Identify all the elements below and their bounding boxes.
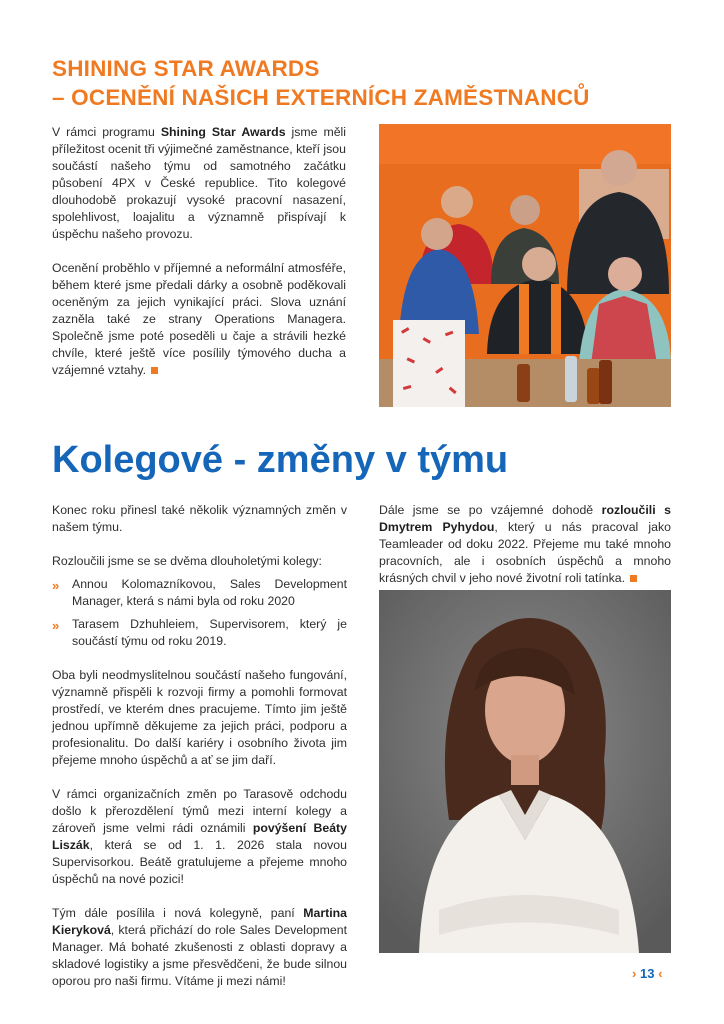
awards-text [52, 124, 346, 379]
team-changes-right-column [379, 502, 671, 587]
awards-paragraph-1: V rámci programu Shining Star Awards jsme měli příležitost ocenit tři výjimečné zaměstnance, kteří jsou součástí našeho týmu od samotného začátku působení 4PX v České republice. Tito kolegové dlouhodobě prokazují vysoké pracovní nasazení, spolehlivost, loajalitu a významně přispívají k úspěchu našeho provozu. [52, 125, 346, 241]
chevron-right-icon: » [52, 578, 60, 593]
farewell-highlight: rozloučili s Dmytrem Pyhydou [379, 503, 671, 534]
group-photo [379, 124, 671, 407]
team-changes-left-column [52, 502, 347, 990]
section-title-awards [52, 54, 692, 112]
list-item: » Annou Kolomazníkovou, Sales Development Manager, která s námi byla od roku 2020 [52, 577, 347, 608]
end-square [630, 575, 637, 582]
title-line-2: – OCENĚNÍ NAŠICH EXTERNÍCH ZAMĚSTNANCŮ [52, 85, 590, 110]
chevron-right-icon: » [52, 618, 60, 633]
awards-paragraph-2: Ocenění proběhlo v příjemné a neformální atmosféře, během které jsme předali dárky a osobně poděkovali oceněným za jejich vynikající práci. Slova uznání zazněla také ze strany Operations Managera. Společně jsme poté poseděli u čaje a strávili hezké chvíle, které ještě více posílily týmového ducha a vzájemné vztahy. [52, 261, 346, 377]
team-paragraph-right: Dále jsme se po vzájemné dohodě rozloučili s Dmytrem Pyhydou, který u nás pracoval jako Teamleader od doku 2022. Přejeme mu také mnoho pracovních, ale i osobních úspěchů a mnoho krásných chvil v jeho nové životní roli tatínka. [379, 503, 671, 585]
portrait-photo [379, 590, 671, 953]
section-title-team-changes: Kolegové - změny v týmu [52, 439, 509, 481]
team-paragraph-2: Rozloučili jsme se se dvěma dlouholetými kolegy: [52, 554, 322, 568]
chevron-left-icon: ‹ [658, 966, 663, 981]
new-colleague-name: Martina Kieryková [52, 906, 347, 937]
end-square [151, 367, 158, 374]
title-line-1: SHINING STAR AWARDS [52, 56, 320, 81]
list-item: » Tarasem Dzhuhleiem, Supervisorem, který je součástí týmu od roku 2019. [52, 617, 347, 648]
team-paragraph-3: Oba byli neodmyslitelnou součástí našeho fungování, významně přispěli k rozvoji firmy a pomohli formovat prostředí, ve kterém dnes pracujeme. Tímto jim ještě jednou upřímně děkujeme za jejich práci, podporu a profesionalitu. Do další kariéry i osobního života jim přejeme mnoho úspěchů a ať se jim daří. [52, 668, 347, 767]
team-paragraph-5: Tým dále posílila i nová kolegyně, paní Martina Kieryková, která přichází do role Sales Development Manager. Má bohaté zkušenosti z oblasti dopravy a skladové logistiky a jsme přesvědčeni, že bude silnou oporou pro naši firmu. Vítáme ji mezi námi! [52, 906, 347, 988]
promotion-highlight: povýšení Beáty Liszák [52, 821, 347, 852]
chevron-right-icon: › [632, 966, 637, 981]
page-number [632, 966, 662, 981]
team-paragraph-1: Konec roku přinesl také několik významných změn v našem týmu. [52, 503, 347, 534]
team-paragraph-4: V rámci organizačních změn po Tarasově odchodu došlo k přerozdělení týmů mezi interní kolegy a zároveň jsme velmi rádi oznámili povýšení Beáty Liszák, která se od 1. 1. 2026 stala novou Supervisorkou. Beátě gratulujeme a přejeme mnoho úspěchů na nové pozici! [52, 787, 347, 886]
program-name: Shining Star Awards [160, 125, 286, 139]
page-number-value: 13 [639, 966, 655, 981]
